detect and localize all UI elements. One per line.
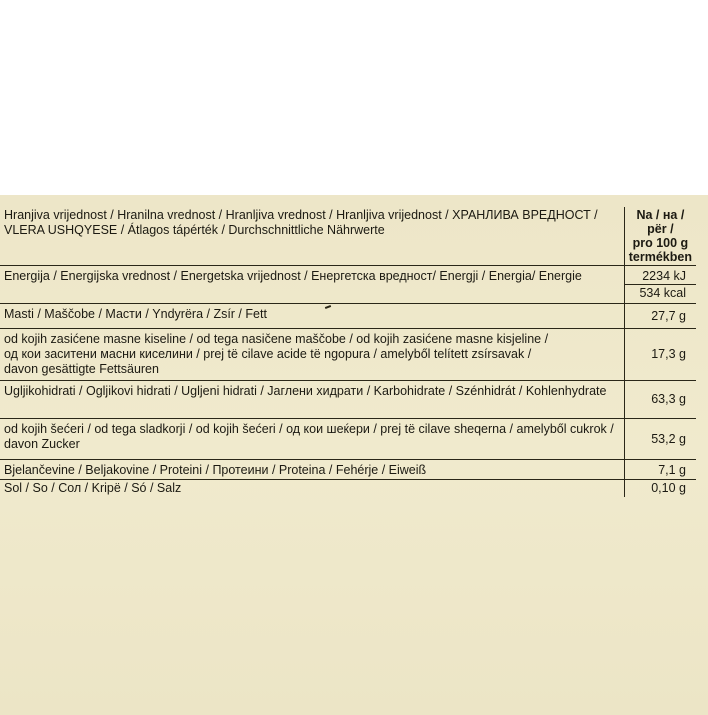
row-label: Masti / Maščobe / Масти / Yndyrëra / Zsír / Fett: [0, 304, 624, 329]
energy-kj-value: 2234 kJ: [642, 269, 686, 283]
energy-kcal-value: 534 kcal: [625, 284, 696, 302]
row-label: od kojih šećeri / od tega sladkorji / od kojih šećeri / од кои шеќери / prej të cilave sheqerna / amelyből cukrok / davon Zucker: [0, 419, 624, 460]
row-label: Sol / So / Сол / Kripë / Só / Salz: [0, 480, 624, 498]
table-row-fat: [0, 304, 696, 329]
row-label: Ugljikohidrati / Ogljikovi hidrati / Ugljeni hidrati / Јаглени хидрати / Karbohidrate / Szénhidrát / Kohlenhydrate: [0, 381, 624, 419]
nutrition-table-container: [0, 207, 696, 497]
header-value-line2: pro 100 g: [632, 236, 689, 250]
row-value: 53,2 g: [624, 419, 696, 460]
table-row-carbohydrates: [0, 381, 696, 419]
header-label-line2: VLERA USHQYESE / Átlagos tápérték / Durchschnittliche Nährwerte: [4, 223, 385, 237]
table-row-salt: [0, 480, 696, 498]
table-row-protein: [0, 460, 696, 480]
table-row-energy: [0, 266, 696, 304]
header-value-cell: [624, 207, 696, 266]
table-row-sugars: [0, 419, 696, 460]
row-value: 17,3 g: [624, 329, 696, 381]
row-value: 27,7 g: [624, 304, 696, 329]
row-value: 63,3 g: [624, 381, 696, 419]
row-label: Bjelančevine / Beljakovine / Proteini / Протеини / Proteina / Fehérje / Eiweiß: [0, 460, 624, 480]
row-value: 0,10 g: [624, 480, 696, 498]
table-row-saturates: [0, 329, 696, 381]
table-header-row: [0, 207, 696, 266]
nutrition-table: [0, 207, 696, 497]
header-value-line3: termékben: [628, 250, 692, 264]
header-value-line1: Na / на / për /: [636, 208, 685, 236]
row-label: od kojih zasićene masne kiseline / od tega nasičene maščobe / od kojih zasićene masne kisjeline / од кои заситени масни киселини / prej të cilave acide të ngopura / amelyből telített zsírsavak / davon gesättigte Fettsäuren: [0, 329, 624, 381]
header-label-line1: Hranjiva vrijednost / Hranilna vrednost / Hranljiva vrednost / Hranljiva vrijednost / ХРАНЛИВА ВРЕДНОСТ /: [4, 208, 598, 222]
row-label: Energija / Energijska vrednost / Energetska vrijednost / Енергетска вредност/ Energji / Energia/ Energie: [0, 266, 624, 304]
header-label-cell: [0, 207, 624, 266]
row-value-energy: [624, 266, 696, 304]
row-value: 7,1 g: [624, 460, 696, 480]
